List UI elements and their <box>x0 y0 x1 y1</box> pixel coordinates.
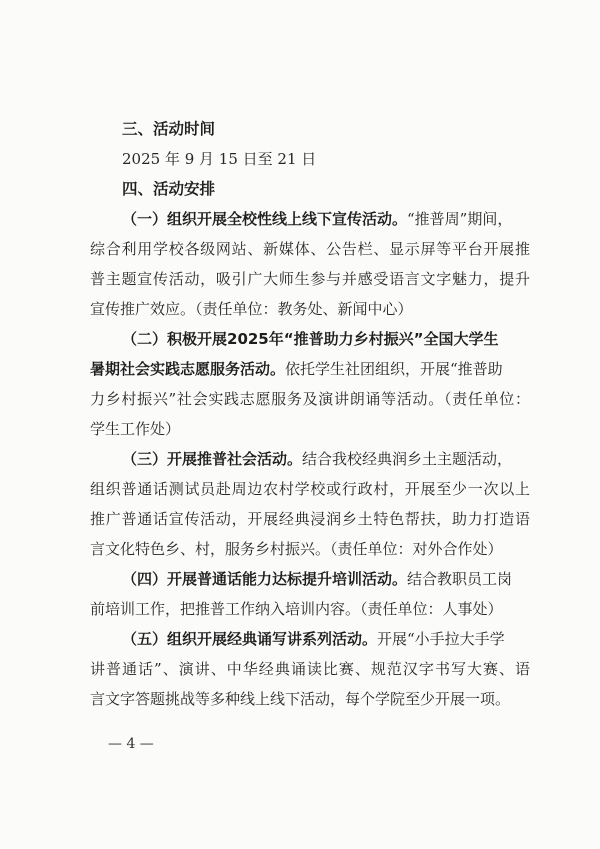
section-3-heading: 三、活动时间 <box>122 120 216 138</box>
item-2-line: 力乡村振兴”社会实践志愿服务及演讲朗诵等活动。（责任单位： <box>90 390 530 408</box>
item-2-lead-cont: 暑期社会实践志愿服务活动。 <box>90 360 286 378</box>
item-1-line: 普主题宣传活动，吸引广大师生参与并感受语言文字魅力，提升 <box>90 270 530 288</box>
item-1-text: “推普周”期间， <box>407 210 513 228</box>
item-2-lead: （二）积极开展2025年“推普助力乡村振兴”全国大学生 <box>122 330 499 348</box>
item-4-line: 前培训工作，把推普工作纳入培训内容。（责任单位：人事处） <box>90 600 503 618</box>
item-4-text: 结合教职员工岗 <box>407 570 513 588</box>
item-3-text: 结合我校经典润乡土主题活动， <box>302 450 513 468</box>
item-1-line: 宣传推广效应。（责任单位：教务处、新闻中心） <box>90 300 413 318</box>
item-2-first-line <box>90 359 530 379</box>
item-3-line: 言文化特色乡、村，服务乡村振兴。（责任单位：对外合作处） <box>90 540 503 558</box>
item-1-lead: （一）组织开展全校性线上线下宣传活动。 <box>122 210 408 228</box>
item-3-lead: （三）开展推普社会活动。 <box>122 450 303 468</box>
item-1-line: 综合利用学校各级网站、新媒体、公告栏、显示屏等平台开展推 <box>90 240 530 258</box>
item-2-text: 依托学生社团组织，开展“推普助 <box>285 360 503 378</box>
activity-time-text: 2025 年 9 月 15 日至 21 日 <box>122 150 317 168</box>
item-3-first-line <box>122 449 530 469</box>
item-5-text: 开展“小手拉大手学 <box>377 630 505 648</box>
item-3-line: 推广普通话宣传活动，开展经典浸润乡土特色帮扶，助力打造语 <box>90 510 530 528</box>
item-1-first-line <box>122 209 530 229</box>
item-5-line: 讲普通话”、演讲、中华经典诵读比赛、规范汉字书写大赛、语 <box>90 660 530 678</box>
item-4-first-line <box>122 569 530 589</box>
item-2-line: 学生工作处） <box>90 420 181 438</box>
page-number: — 4 — <box>108 736 154 752</box>
item-4-lead: （四）开展普通话能力达标提升培训活动。 <box>122 570 408 588</box>
item-5-first-line <box>122 629 530 649</box>
item-5-line: 言文字答题挑战等多种线上线下活动，每个学院至少开展一项。 <box>90 690 511 708</box>
section-4-heading: 四、活动安排 <box>122 180 216 198</box>
item-3-line: 组织普通话测试员赴周边农村学校或行政村，开展至少一次以上 <box>90 480 530 498</box>
item-5-lead: （五）组织开展经典诵写讲系列活动。 <box>122 630 378 648</box>
